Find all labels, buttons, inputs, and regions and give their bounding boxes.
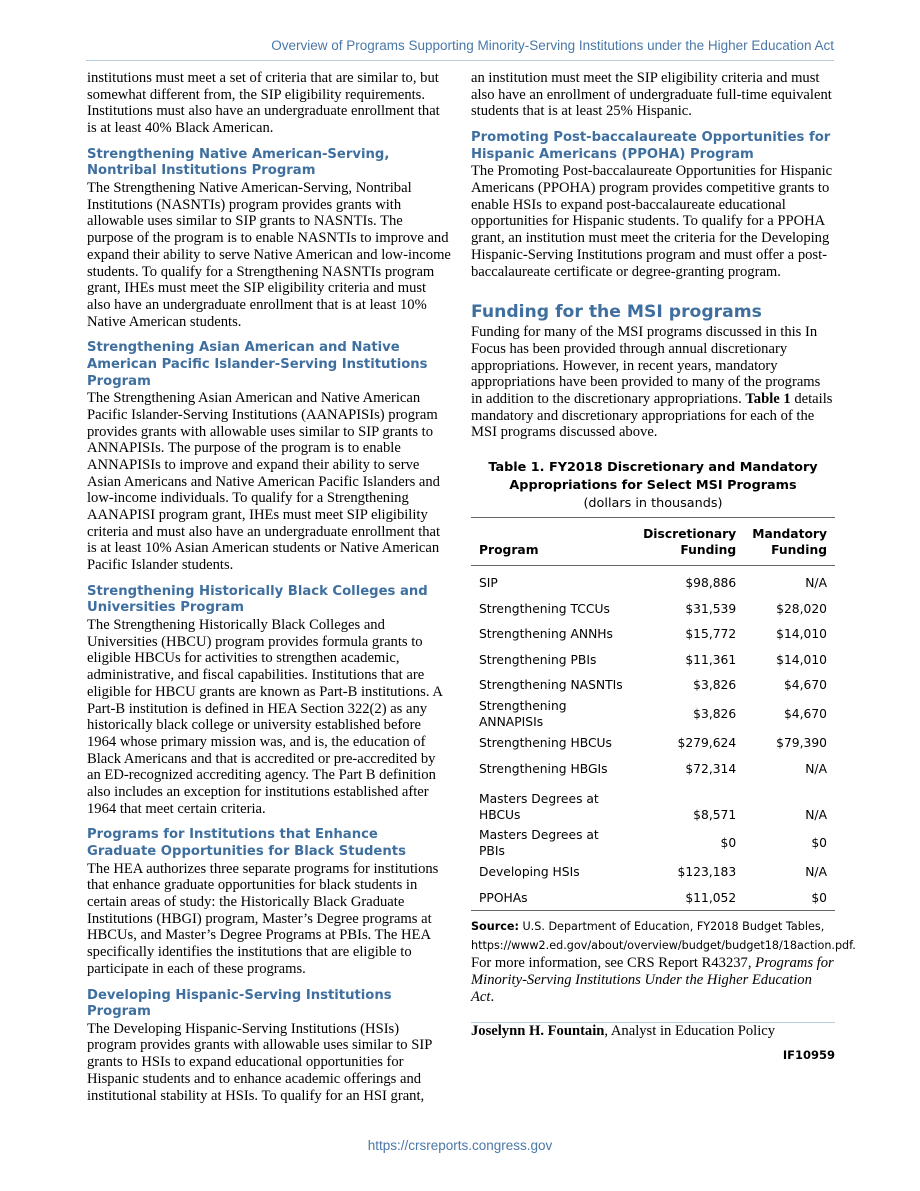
discretionary-cell: $31,539 [685,601,737,616]
program-cell: Strengthening ANNHs [479,627,613,642]
table-source-note [471,917,856,955]
table-row [471,827,835,859]
appropriations-table [471,517,835,911]
mandatory-cell: N/A [805,865,827,880]
table-caption [471,459,835,513]
section-heading-hsi: Developing Hispanic-Serving Institutions Program [87,987,392,1020]
discretionary-cell: $123,183 [677,865,737,880]
section-heading-hbcu: Strengthening Historically Black Colleges and Universities Program [87,583,428,616]
header-divider [86,60,834,61]
table-row [471,885,835,911]
mandatory-cell: N/A [805,575,827,590]
discretionary-cell: $3,826 [693,678,737,693]
discretionary-cell: $72,314 [685,761,737,776]
section-body-aanapisi: The Strengthening Asian American and Native American Pacific Islander-Serving Institutions (AANAPISIs) program provides grants with allowable uses similar to SIP grants to ANNAPISIs. The purpose of the program is to enable ANNAPISIs to improve and expand their ability to serve Asian Americans and Native American Pacific Islanders and low-income individuals. To qualify for a Strengthening AANAPISI program grant, IHEs must meet SIP eligibility criteria and must also have an undergraduate enrollment that is at least 10% Asian American students or Native American Pacific Islander students. [87,390,441,574]
right-column [471,70,856,1064]
report-title-link[interactable]: Programs for Minority-Serving Institutions Under the Higher Education Act [471,955,834,1005]
discretionary-cell: $11,052 [685,890,737,905]
program-cell: Masters Degrees at PBIs [479,828,599,859]
running-header: Overview of Programs Supporting Minority-Serving Institutions under the Higher Education Act [271,38,834,53]
section-body-hsi: The Developing Hispanic-Serving Institutions (HSIs) program provides grants with allowable uses similar to SIP grants to HSIs to expand educational opportunities for Hispanic students and to enhance academic offerings and institutional stability at HSIs. To qualify for an HSI grant, [87,1020,432,1104]
discretionary-cell: $15,772 [685,627,737,642]
table-row [471,596,835,622]
discretionary-cell: $0 [720,836,737,851]
program-cell: PPOHAs [479,890,528,905]
table-row [471,859,835,885]
section-heading-aanapisi: Strengthening Asian American and Native American Pacific Islander-Serving Institutions Program [87,340,428,389]
table-row [471,730,835,756]
section-body-nasnti: The Strengthening Native American-Serving, Nontribal Institutions (NASNTIs) program provides grants with allowable uses similar to SIP grants to NASNTIs. The purpose of the program is to enable NASNTIs to improve and expand their ability to serve Native American and low-income students. To qualify for a Strengthening NASNTIs program grant, IHEs must meet the SIP eligibility criteria and must also have an undergraduate enrollment that is at least 10% Native American students. [87,180,451,330]
mandatory-cell: N/A [805,761,827,776]
section-body-funding [471,324,835,441]
author-line [471,1023,835,1040]
section-heading-funding: Funding for the MSI programs [471,302,762,323]
mandatory-cell: $14,010 [776,652,827,667]
mandatory-cell: $79,390 [776,735,827,750]
section-heading-ppoha: Promoting Post-baccalaureate Opportunities for Hispanic Americans (PPOHA) Program [471,130,831,162]
section-body-ppoha: The Promoting Post-baccalaureate Opportunities for Hispanic Americans (PPOHA) program provides competitive grants to enable HSIs to expand post-baccalaureate educational opportunities for Hispanic students. To qualify for a PPOHA grant, an institution must meet the criteria for the Developing Hispanic-Serving Institutions program and must offer a post-baccalaureate certificate or degree-granting program. [471,163,833,280]
program-cell: Strengthening HBCUs [479,735,612,750]
more-info-prefix: For more information, see CRS Report R43237, [471,955,752,972]
discretionary-cell: $11,361 [685,652,737,667]
mandatory-cell: N/A [805,808,827,823]
table-row [471,756,835,782]
mandatory-cell: $14,010 [776,627,827,642]
program-cell: Developing HSIs [479,865,580,880]
program-cell: Strengthening PBIs [479,652,597,667]
source-url-link[interactable]: https://www2.ed.gov/about/overview/budget/budget18/18action.pdf. [471,939,856,953]
column-header-discretionary: Discretionary Funding [643,527,737,558]
table-header-row [471,518,835,566]
continued-paragraph: institutions must meet a set of criteria that are similar to, but somewhat different from, the SIP eligibility requirements. Institutions must also have an undergraduate enrollment that is at least 40% Black American. [87,70,440,137]
footer-url-link[interactable]: https://crsreports.congress.gov [367,1138,553,1153]
discretionary-cell: $3,826 [693,707,737,722]
table-reference-link[interactable]: Table 1 [745,391,791,408]
section-body-graduate: The HEA authorizes three separate programs for institutions that enhance graduate opportunities for black students in certain areas of study: the Historically Black Graduate Institutions (HBGI) program, Master’s Degree programs at HBCUs, and Master’s Degree Programs at PBIs. The HEA specifically identifies the institutions that are eligible to participate in each of these programs. [87,860,439,977]
program-cell: Strengthening ANNAPISIs [479,699,567,730]
mandatory-cell: $4,670 [783,678,827,693]
mandatory-cell: $0 [811,890,827,905]
program-cell: SIP [479,575,498,590]
table-row [471,647,835,673]
table-row [471,781,835,827]
table-row [471,673,835,699]
program-cell: Masters Degrees at HBCUs [479,792,599,823]
column-header-program: Program [479,543,539,558]
author-name: Joselynn H. Fountain [471,1022,605,1039]
mandatory-cell: $28,020 [776,601,827,616]
funding-text-2: details mandatory and discretionary appropriations for each of the MSI programs discussed above. [471,391,833,441]
program-cell: Strengthening TCCUs [479,601,610,616]
section-heading-graduate: Programs for Institutions that Enhance Graduate Opportunities for Black Students [87,827,406,860]
mandatory-cell: $4,670 [783,707,827,722]
discretionary-cell: $8,571 [693,808,737,823]
program-cell: Strengthening HBGIs [479,761,608,776]
source-text: U.S. Department of Education, FY2018 Budget Tables, [522,920,825,934]
source-label: Source: [471,920,519,934]
continued-paragraph-right: an institution must meet the SIP eligibility criteria and must also have an enrollment of undergraduate full-time equivalent students that is at least 25% Hispanic. [471,70,832,120]
report-id: IF10959 [782,1048,835,1063]
table-row [471,566,835,596]
table-title-line1: Table 1. FY2018 Discretionary and Mandatory [488,460,818,476]
more-info-paragraph: For more information, see CRS Report R43237, Programs for Minority-Serving Institutions Under the Higher Education Act. [471,955,834,1005]
funding-text-1: Funding for many of the MSI programs discussed in this In Focus has been provided through annual discretionary appropriations. However, in recent years, mandatory appropriations have been provided to many of the programs in addition to the discretionary appropriations. [471,324,821,408]
table-row [471,621,835,647]
program-cell: Strengthening NASNTIs [479,678,623,693]
mandatory-cell: $0 [811,836,827,851]
column-header-mandatory: Mandatory Funding [752,527,827,558]
discretionary-cell: $279,624 [677,735,737,750]
table-row [471,698,835,730]
table-title-line2: Appropriations for Select MSI Programs [509,478,797,494]
section-heading-nasnti: Strengthening Native American-Serving, Nontribal Institutions Program [87,146,390,179]
discretionary-cell: $98,886 [685,575,737,590]
table-units: (dollars in thousands) [583,496,723,512]
section-body-hbcu: The Strengthening Historically Black Colleges and Universities (HBCU) program provides formula grants to eligible HBCUs for activities to strengthen academic, administrative, and fiscal capabilities. Institutions that are eligible for HBCU grants are known as Part-B institutions. A Part-B institution is defined in HEA Section 322(2) as any historically black college or university established before 1964 whose primary mission was, and is, the education of Black Americans and that is accredited or pre-accredited by an ED-recognized accrediting agency. The Part B definition also includes an exception for institutions established after 1964 that meet certain criteria. [87,617,443,817]
left-column [87,70,451,1104]
author-role: , Analyst in Education Policy [604,1022,776,1039]
